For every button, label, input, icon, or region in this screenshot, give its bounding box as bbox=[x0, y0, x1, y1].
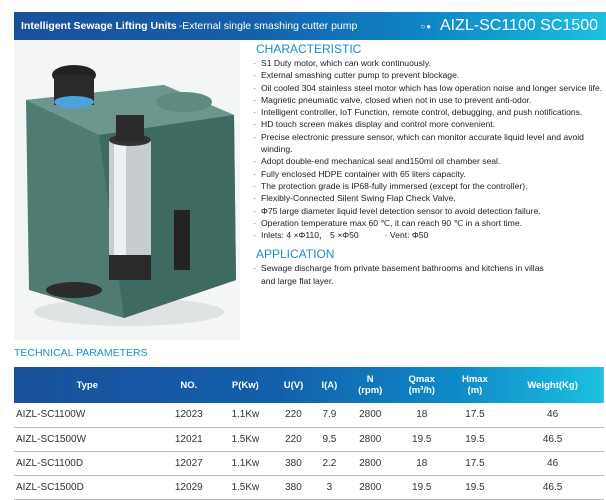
characteristic-heading: CHARACTERISTIC bbox=[256, 42, 362, 56]
column-header bbox=[161, 367, 218, 403]
title-banner bbox=[14, 12, 606, 40]
table-cell: AIZL-SC1500D bbox=[14, 475, 161, 499]
table-cell: 380 bbox=[274, 451, 314, 475]
table-cell: 2800 bbox=[346, 427, 395, 451]
column-header bbox=[449, 367, 502, 403]
header-label: N bbox=[366, 374, 374, 385]
list-item: - Magnetic pneumatic valve, closed when not in use to prevent anti-odor. bbox=[253, 94, 605, 106]
table-cell: 2.2 bbox=[313, 451, 345, 475]
header-label: Type bbox=[76, 379, 98, 391]
list-item: - Sewage discharge from private basement bathrooms and kitchens in villas and large flat layer. bbox=[253, 262, 553, 287]
table-cell: 380 bbox=[274, 475, 314, 499]
table-cell: 18 bbox=[395, 451, 449, 475]
table-row bbox=[14, 451, 604, 475]
table-cell: 19.5 bbox=[395, 475, 449, 499]
table-cell: 18 bbox=[395, 403, 449, 427]
table-row bbox=[14, 427, 604, 451]
application-list bbox=[253, 262, 553, 287]
table-cell: AIZL-SC1500W bbox=[14, 427, 161, 451]
list-item: - Intelligent controller, IoT Function, remote control, debugging, and push notifications. bbox=[253, 106, 605, 118]
table-cell: 1.5Kw bbox=[217, 475, 274, 499]
table-cell: 3 bbox=[313, 475, 345, 499]
header-unit: (m³/h) bbox=[408, 385, 435, 396]
application-heading: APPLICATION bbox=[256, 247, 335, 262]
table-cell: 12021 bbox=[161, 427, 218, 451]
product-image bbox=[14, 40, 240, 340]
table-header-row bbox=[14, 367, 604, 403]
list-item: - S1 Duty motor, which can work continuously. bbox=[253, 57, 605, 69]
table-row bbox=[14, 475, 604, 499]
banner-title: Intelligent Sewage Lifting Units bbox=[21, 20, 177, 32]
list-item: - The protection grade is IP68-fully immersed (except for the controller). bbox=[253, 180, 605, 192]
table-cell: 46 bbox=[501, 451, 604, 475]
table-cell: 46.5 bbox=[501, 475, 604, 499]
table-cell: 220 bbox=[274, 427, 314, 451]
vent-text: Vent: Φ50 bbox=[389, 230, 429, 241]
table-cell: 17.5 bbox=[449, 403, 502, 427]
description-column bbox=[253, 42, 605, 287]
header-label: Weight(Kg) bbox=[527, 379, 578, 391]
banner-subtitle: -External single smashing cutter pump bbox=[178, 20, 358, 32]
table-cell: AIZL-SC1100D bbox=[14, 451, 161, 475]
technical-heading: TECHNICAL PARAMETERS bbox=[14, 347, 148, 359]
list-item: - HD touch screen makes display and control more convenient. bbox=[253, 118, 605, 130]
table-cell: 12029 bbox=[161, 475, 218, 499]
model-name: AIZL-SC1100 SC1500 bbox=[439, 17, 598, 34]
table-cell: 19.5 bbox=[395, 427, 449, 451]
table-cell: 19.5 bbox=[449, 427, 502, 451]
table-cell: 2800 bbox=[346, 403, 395, 427]
column-header bbox=[217, 367, 274, 403]
header-label: I(A) bbox=[321, 379, 338, 391]
table-row bbox=[14, 403, 604, 427]
list-item: - Adopt double-end mechanical seal and150ml oil chamber seal. bbox=[253, 155, 605, 167]
column-header bbox=[313, 367, 345, 403]
header-label: U(V) bbox=[283, 379, 304, 391]
list-item: - Precise electronic pressure sensor, which can monitor accurate liquid level and avoid winding. bbox=[253, 131, 605, 156]
table-cell: 12023 bbox=[161, 403, 218, 427]
column-header bbox=[274, 367, 314, 403]
table-cell: 46.5 bbox=[501, 427, 604, 451]
table-cell: 220 bbox=[274, 403, 314, 427]
list-item: - Φ75 large diameter liquid level detection sensor to avoid detection failure. bbox=[253, 205, 605, 217]
header-unit: (m) bbox=[467, 385, 483, 396]
dots-icon: ○● bbox=[420, 21, 432, 31]
table-cell: 2800 bbox=[346, 451, 395, 475]
header-label: NO. bbox=[180, 379, 198, 391]
table-cell: 17.5 bbox=[449, 451, 502, 475]
table-cell: 19.5 bbox=[449, 475, 502, 499]
list-item: - Flexibly-Connected Silent Swing Flap Check Valve. bbox=[253, 192, 605, 204]
table-cell: 1.1Kw bbox=[217, 451, 274, 475]
table-cell: 12027 bbox=[161, 451, 218, 475]
table-cell: 9.5 bbox=[313, 427, 345, 451]
header-label: P(Kw) bbox=[231, 379, 259, 391]
table-cell: AIZL-SC1100W bbox=[14, 403, 161, 427]
parameters-table bbox=[14, 367, 604, 500]
table-cell: 46 bbox=[501, 403, 604, 427]
column-header bbox=[14, 367, 161, 403]
list-item: - Operation temperature max 60 ℃, it can reach 90 ℃ in a short time. bbox=[253, 217, 605, 229]
characteristic-list bbox=[253, 57, 605, 241]
header-label: Hmax bbox=[461, 374, 488, 385]
header-unit: (rpm) bbox=[358, 385, 383, 396]
column-header bbox=[501, 367, 604, 403]
header-label: Qmax bbox=[408, 374, 435, 385]
table-cell: 7.9 bbox=[313, 403, 345, 427]
list-item: - External smashing cutter pump to prevent blockage. bbox=[253, 69, 605, 81]
list-item: - Fully enclosed HDPE container with 65 liters capacity. bbox=[253, 168, 605, 180]
table-cell: 2800 bbox=[346, 475, 395, 499]
list-item: - Inlets: 4 ×Φ110， 5 ×Φ50 - Vent: Φ50 bbox=[253, 229, 605, 241]
column-header bbox=[346, 367, 395, 403]
column-header bbox=[395, 367, 449, 403]
inlets-text: Inlets: 4 ×Φ110， 5 ×Φ50 bbox=[261, 230, 359, 241]
table-cell: 1.5Kw bbox=[217, 427, 274, 451]
list-item: - Oil cooled 304 stainless steel motor which has low operation noise and longer service life. bbox=[253, 82, 605, 94]
table-cell: 1.1Kw bbox=[217, 403, 274, 427]
